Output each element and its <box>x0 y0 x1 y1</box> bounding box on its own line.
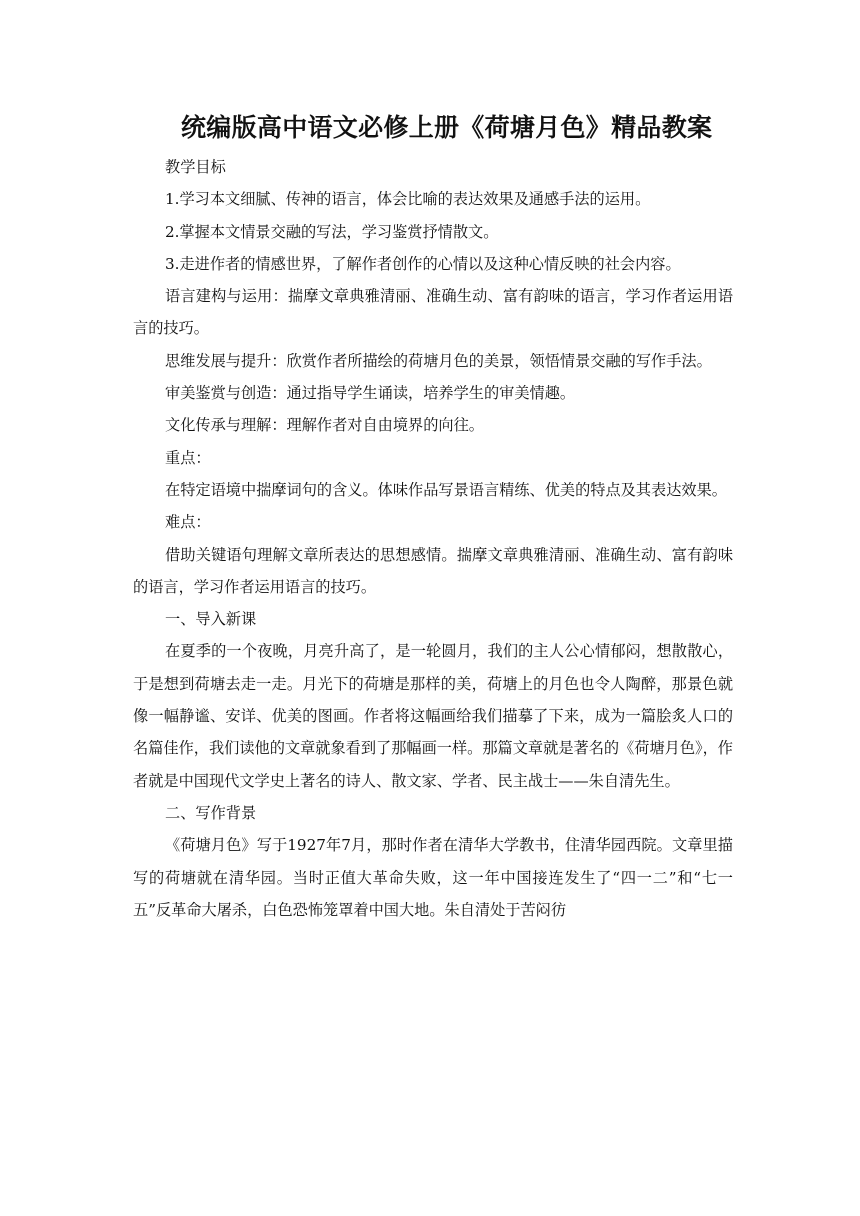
literacy-thinking: 思维发展与提升：欣赏作者所描绘的荷塘月色的美景，领悟情景交融的写作手法。 <box>165 351 712 370</box>
heading-key-points: 重点： <box>165 448 211 467</box>
section-heading-intro: 一、导入新课 <box>165 610 257 629</box>
literacy-aesthetic: 审美鉴赏与创造：通过指导学生诵读，培养学生的审美情趣。 <box>165 384 576 403</box>
literacy-culture: 文化传承与理解：理解作者对自由境界的向往。 <box>165 416 484 435</box>
document-page <box>133 108 733 926</box>
intro-text: 在夏季的一个夜晚，月亮升高了，是一轮圆月，我们的主人公心情郁闷，想散散心，于是想到荷塘去走一走。月光下的荷塘是那样的美，荷塘上的月色也令人陶醉，那景色就像一幅静谧、安详、优美的图画。作者将这幅画给我们描摹了下来，成为一篇脍炙人口的名篇佳作，我们读他的文章就象看到了那幅画一样。那篇文章就是著名的《荷塘月色》，作者就是中国现代文学史上著名的诗人、散文家、学者、民主战士——朱自清先生。 <box>133 642 733 790</box>
goal-item-3: 3.走进作者的情感世界，了解作者创作的心情以及这种心情反映的社会内容。 <box>165 254 681 273</box>
heading-teaching-goals: 教学目标 <box>165 158 226 176</box>
heading-difficulties: 难点： <box>165 513 211 532</box>
background-text: 《荷塘月色》写于1927年7月，那时作者在清华大学教书，住清华园西院。文章里描写的荷塘就在清华园。当时正值大革命失败，这一年中国接连发生了“四一二”和“七一五”反革命大屠杀，白色恐怖笼罩着中国大地。朱自清处于苦闷彷 <box>133 836 733 919</box>
section-heading-background: 二、写作背景 <box>165 803 257 822</box>
goal-item-1: 1.学习本文细腻、传神的语言，体会比喻的表达效果及通感手法的运用。 <box>165 190 651 209</box>
goal-item-2: 2.掌握本文情景交融的写法，学习鉴赏抒情散文。 <box>165 222 499 241</box>
document-title: 统编版高中语文必修上册《荷塘月色》精品教案 <box>181 113 713 142</box>
literacy-language: 语言建构与运用：揣摩文章典雅清丽、准确生动、富有韵味的语言，学习作者运用语言的技巧。 <box>133 287 733 338</box>
difficulties-text: 借助关键语句理解文章所表达的思想感情。揣摩文章典雅清丽、准确生动、富有韵味的语言，学习作者运用语言的技巧。 <box>133 545 733 596</box>
key-points-text: 在特定语境中揣摩词句的含义。体味作品写景语言精练、优美的特点及其表达效果。 <box>165 480 727 499</box>
